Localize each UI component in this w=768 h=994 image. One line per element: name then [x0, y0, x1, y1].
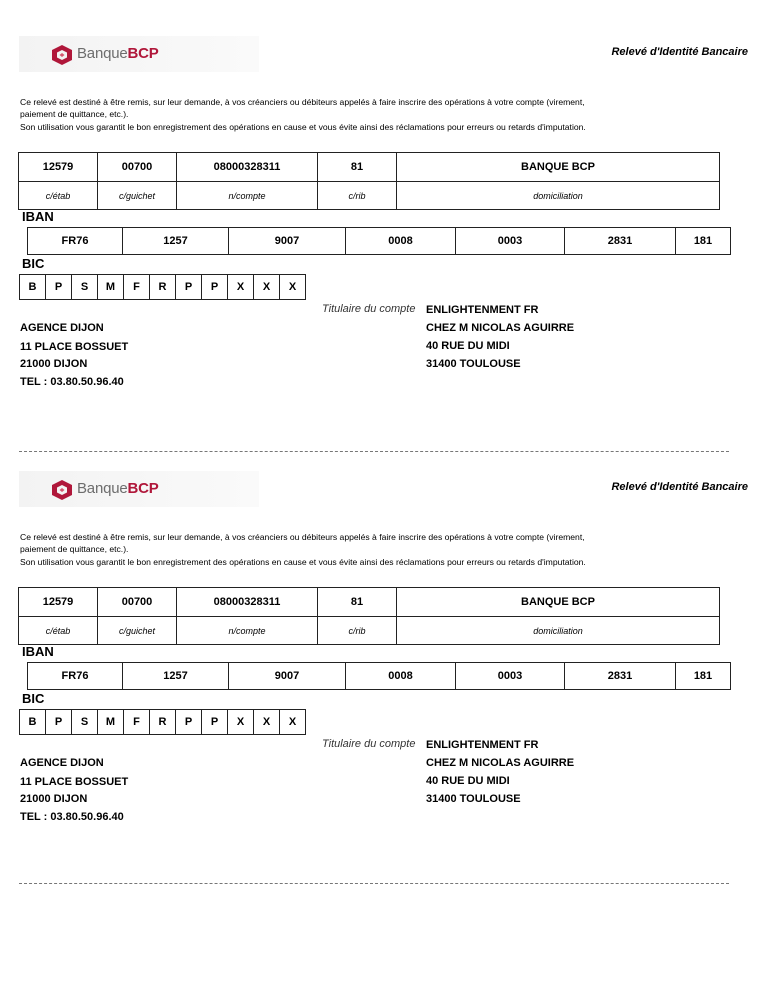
holder-name: ENLIGHTENMENT FR [426, 739, 539, 751]
holder-address-line: 31400 TOULOUSE [426, 793, 521, 805]
agency-street: 11 PLACE BOSSUET [20, 341, 129, 353]
intro-line: Son utilisation vous garantit le bon enregistrement des opérations en cause et vous évite ainsi des réclamations pour erreurs ou retards d'imputation. [20, 556, 586, 567]
bic-row [19, 709, 306, 735]
compte-value: 08000328311 [177, 588, 318, 617]
account-table [18, 587, 720, 645]
bic-cell: B [20, 275, 46, 299]
iban-cell: 2831 [565, 228, 676, 254]
agency-name: AGENCE DIJON [20, 757, 104, 769]
logo-banque: Banque [77, 480, 128, 497]
domiciliation-value: BANQUE BCP [397, 588, 720, 617]
domiciliation-value: BANQUE BCP [397, 153, 720, 182]
intro-text [20, 531, 720, 568]
agency-city: 21000 DIJON [20, 358, 88, 370]
bic-cell: P [176, 710, 202, 734]
etab-value: 12579 [19, 588, 98, 617]
iban-label: IBAN [22, 209, 54, 224]
rib-label: c/rib [318, 617, 397, 645]
bic-cell: M [98, 710, 124, 734]
bic-cell: X [288, 716, 297, 728]
domiciliation-label: domiciliation [397, 617, 720, 645]
bank-logo [19, 471, 259, 507]
iban-cell: 0003 [456, 663, 565, 689]
bic-cell: S [72, 275, 98, 299]
holder-label: Titulaire du compte [322, 738, 416, 750]
iban-cell: 9007 [229, 228, 346, 254]
logo-banque: Banque [77, 45, 128, 62]
iban-cell: 181 [693, 670, 713, 682]
iban-cell: 1257 [123, 228, 229, 254]
intro-line: paiement de quittance, etc.). [20, 109, 129, 120]
bic-cell: F [124, 275, 150, 299]
bic-cell: R [150, 710, 176, 734]
iban-label: IBAN [22, 644, 54, 659]
iban-cell: 1257 [123, 663, 229, 689]
guichet-label: c/guichet [98, 182, 177, 210]
logo-bcp: BCP [127, 45, 159, 62]
bcp-logo-icon [51, 44, 73, 66]
iban-row [27, 227, 731, 255]
holder-name: ENLIGHTENMENT FR [426, 304, 539, 316]
intro-line: Ce relevé est destiné à être remis, sur leur demande, à vos créanciers ou débiteurs appelés à faire inscrire des opérations à votre compte (virement, [20, 532, 585, 542]
iban-cell: 0008 [346, 663, 456, 689]
cut-line [19, 883, 729, 884]
document-title: Relevé d'Identité Bancaire [611, 46, 748, 58]
holder-label: Titulaire du compte [322, 303, 416, 315]
etab-label: c/étab [19, 182, 98, 210]
intro-line: Son utilisation vous garantit le bon enregistrement des opérations en cause et vous évite ainsi des réclamations pour erreurs ou retards d'imputation. [20, 121, 586, 132]
iban-cell: 9007 [229, 663, 346, 689]
bic-label: BIC [22, 256, 45, 271]
bic-cell: X [288, 281, 297, 293]
iban-cell: 0008 [346, 228, 456, 254]
bic-cell: S [72, 710, 98, 734]
bic-cell: P [176, 275, 202, 299]
logo-text [77, 480, 159, 497]
compte-label: n/compte [177, 617, 318, 645]
bic-cell: B [20, 710, 46, 734]
bcp-logo-icon [51, 479, 73, 501]
guichet-value: 00700 [98, 588, 177, 617]
iban-cell: FR76 [28, 663, 123, 689]
domiciliation-label: domiciliation [397, 182, 720, 210]
iban-row [27, 662, 731, 690]
intro-line: Ce relevé est destiné à être remis, sur leur demande, à vos créanciers ou débiteurs appelés à faire inscrire des opérations à votre compte (virement, [20, 97, 585, 107]
document-title: Relevé d'Identité Bancaire [611, 481, 748, 493]
bic-cell: X [228, 275, 254, 299]
bic-cell: P [202, 275, 228, 299]
agency-tel: TEL : 03.80.50.96.40 [20, 811, 124, 823]
bic-cell: X [254, 710, 280, 734]
etab-value: 12579 [19, 153, 98, 182]
rib-label: c/rib [318, 182, 397, 210]
holder-address-line: 40 RUE DU MIDI [426, 775, 510, 787]
holder-address-line: CHEZ M NICOLAS AGUIRRE [426, 757, 575, 769]
compte-label: n/compte [177, 182, 318, 210]
intro-line: paiement de quittance, etc.). [20, 544, 129, 555]
bic-cell: X [254, 275, 280, 299]
holder-address-line: CHEZ M NICOLAS AGUIRRE [426, 322, 575, 334]
iban-cell: 2831 [565, 663, 676, 689]
cut-line [19, 451, 729, 452]
bic-label: BIC [22, 691, 45, 706]
etab-label: c/étab [19, 617, 98, 645]
logo-text [77, 45, 159, 62]
iban-cell: 0003 [456, 228, 565, 254]
intro-text [20, 96, 720, 133]
guichet-label: c/guichet [98, 617, 177, 645]
rib-value: 81 [318, 153, 397, 182]
bic-cell: F [124, 710, 150, 734]
iban-cell: FR76 [28, 228, 123, 254]
bank-logo [19, 36, 259, 72]
guichet-value: 00700 [98, 153, 177, 182]
bic-cell: P [202, 710, 228, 734]
bic-cell: R [150, 275, 176, 299]
agency-city: 21000 DIJON [20, 793, 88, 805]
rib-value: 81 [318, 588, 397, 617]
logo-bcp: BCP [127, 480, 159, 497]
rib-bottom [0, 463, 768, 893]
iban-cell: 181 [693, 235, 713, 247]
bic-cell: P [46, 710, 72, 734]
bic-row [19, 274, 306, 300]
holder-address-line: 31400 TOULOUSE [426, 358, 521, 370]
compte-value: 08000328311 [177, 153, 318, 182]
holder-address-line: 40 RUE DU MIDI [426, 340, 510, 352]
account-table [18, 152, 720, 210]
bic-cell: P [46, 275, 72, 299]
agency-name: AGENCE DIJON [20, 322, 104, 334]
bic-cell: M [98, 275, 124, 299]
rib-top [0, 28, 768, 458]
agency-tel: TEL : 03.80.50.96.40 [20, 376, 124, 388]
agency-street: 11 PLACE BOSSUET [20, 776, 129, 788]
bic-cell: X [228, 710, 254, 734]
